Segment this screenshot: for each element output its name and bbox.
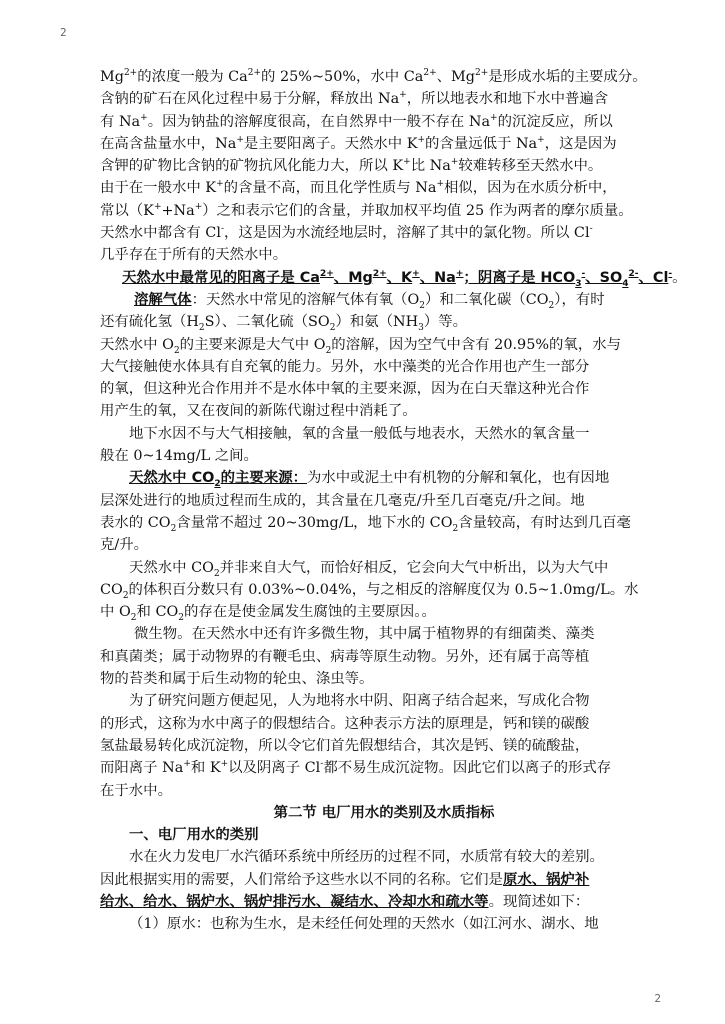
text-run: 给水、给水、锅炉水、锅炉排污水、凝结水、冷却水和疏水等 [100,893,489,910]
text-line [100,846,668,868]
text-run: 的含量不高，而且化学性质与 Na [223,180,437,197]
text-run: + [183,759,191,770]
text-line [100,557,668,579]
text-line [100,913,668,935]
text-run: 2 [170,523,177,534]
text-run: 2+ [247,68,262,79]
text-run: 的沉淀反应，所以 [497,113,613,130]
text-run: 、K [386,269,413,286]
text-run: 物的苔类和属于后生动物的轮虫、涤虫等。 [100,671,374,688]
text-run: 一、电厂用水的类别 [129,827,259,844]
text-run: + [436,179,444,190]
text-run: 2- [628,268,639,279]
text-run: 在高含盐量水中，Na [100,135,237,152]
text-run: + [399,90,407,101]
text-run: + [455,268,464,279]
text-run: 般在 0~14mg/L 之间。 [100,448,258,465]
text-run: 2+ [123,68,138,79]
text-run: 在于水中。 [100,782,172,799]
text-line [100,824,668,846]
text-run: 层深处进行的地质过程而生成的，其含量在几毫克/升至几百毫克/升之间。地 [100,492,585,509]
text-run: （1）原水：也称为生水，是未经任何处理的天然水（如江河水、湖水、地 [129,916,599,933]
text-run: + [417,135,426,146]
text-line [100,512,668,534]
text-line [100,400,668,422]
text-line [100,111,668,133]
text-line [100,66,668,88]
text-run: 比 Na [410,158,451,175]
text-line [100,445,668,467]
text-line [100,601,668,623]
text-run: S）、二氧化硫（SO [204,314,330,331]
text-line [100,579,668,601]
text-line [100,356,668,378]
text-run: 的 25%~50%，水中 Ca [261,69,424,85]
text-line [100,490,668,512]
text-run: + [403,157,411,168]
text-run: 相似，因为在水质分析中， [443,180,617,197]
text-line [100,690,668,712]
text-run: 第二节 电厂用水的类别及水质指标 [273,804,495,821]
text-run: 地下水因不与大气相接触，氧的含量一般低与地表水，天然水的氧含量一 [129,425,590,442]
text-line [100,378,668,400]
corner-page-number: 2 [60,26,67,39]
text-run: + [140,112,148,123]
text-run: + [220,759,229,770]
text-line [100,133,668,155]
document-body [100,66,687,936]
text-line [100,155,668,177]
text-run: ：天然水中常见的溶解气体有氧（O [191,291,420,308]
text-run: 还有硫化氢（H [100,314,199,331]
text-run: 的浓度一般为 Ca [137,69,248,85]
text-run: 、Mg [333,269,373,286]
text-run: 中 O [100,604,131,621]
text-run: ）和氨（NH [335,314,419,331]
text-run: 2 [329,323,336,334]
text-run: 为了研究问题方便起见，人为地将水中阴、阳离子结合起来，写成化合物 [129,693,590,710]
text-run: + [450,157,459,168]
text-run: 氢盐最易转化成沉淀物，所以令它们首先假想结合，其次是钙、镁的硫酸盐， [100,737,590,754]
text-run: 、Mg [436,69,475,85]
text-run: 的含量远低于 Na [425,135,538,152]
text-run: 2 [122,590,129,601]
text-run: 。 [672,269,687,286]
text-run: 天然水中都含有 Cl [100,225,221,242]
text-line [100,334,668,356]
text-run: 用产生的氧，又在夜间的新陈代谢过程中消耗了。 [100,403,417,420]
text-run: 含钾的矿物比含钠的矿物抗风化能力大，所以 K [100,158,404,175]
text-run: 几乎存在于所有的天然水中。 [100,247,288,264]
text-run: 由于在一般水中 K [100,180,217,197]
text-line [100,200,668,222]
text-run: 克/升。 [100,537,149,554]
text-line [100,289,668,311]
text-run: 2 [130,613,137,623]
text-run: 水在火力发电厂水汽循环系统中所经历的过程不同，水质常有较大的差别。 [129,849,604,866]
text-line [100,869,668,891]
text-run: 天然水中最常见的阳离子是 Ca [122,269,320,286]
text-run: ）等。 [423,314,468,331]
text-run: 天然水中 O [100,336,174,353]
text-run: 都不易生成沉淀物。因此它们以离子的形式存 [323,760,612,777]
text-run: 3 [418,323,424,334]
text-line [100,713,668,735]
text-run: 和真菌类；属于动物界的有鞭毛虫、病毒等原生动物。另外，还有属于高等植 [100,648,590,665]
text-run: 含量较高，有时达到几百毫 [458,514,631,531]
text-run: 的主要来源是大气中 O [179,336,326,353]
text-run: 有 Na [100,113,141,130]
text-run: ）之和表示它们的含量，并取加权平均值 25 作为两者的摩尔质量。 [202,202,633,219]
text-run: 因此根据实用的需要，人们常给予这些水以不同的名称。它们是 [100,871,503,888]
text-run: 3 [575,278,582,289]
text-run: ；阴离子是 HCO [463,269,576,286]
text-run: 2 [452,523,459,534]
text-run: 2+ [423,68,437,79]
text-line [100,668,668,690]
text-run: 的存在是使金属发生腐蚀的主要原因。。 [184,604,436,621]
text-line [100,177,668,199]
text-run: + [153,201,162,212]
text-run: 含量常不超过 20~30mg/L，地下水的 CO [176,514,453,531]
text-line [100,780,668,802]
text-run: 的形式，这称为水中离子的假想结合。这种表示方法的原理是，钙和镁的碳酸 [100,715,590,732]
text-run: 2 [173,345,180,356]
text-run: 并非来自大气，而恰好相反，它会向大气中析出，以为大气中 [219,559,609,576]
text-run: ，这是因为水流经地层时，溶解了其中的氯化物。所以 Cl [223,225,590,242]
text-line [100,623,668,645]
section-title [100,802,668,824]
text-run: 2+ [475,68,489,79]
text-run: - [589,224,593,235]
text-run: 2 [198,323,205,334]
text-run: 原水、锅炉补 [502,871,590,888]
text-run: 和 CO [136,604,179,621]
text-run: - [320,759,324,770]
text-run: 、SO [585,269,623,286]
text-run: 较难转移至天然水中。 [458,158,603,175]
text-run: 是主要阳离子。天然水中 K [243,135,418,152]
text-run: 2 [548,300,555,311]
text-line [100,534,668,556]
text-run: + [412,268,420,279]
text-run: 表水的 CO [100,514,171,531]
text-run: + [537,135,545,146]
page-number: 2 [654,992,661,1005]
text-run: Mg [100,69,124,85]
text-line [100,467,668,489]
text-run: 2 [178,613,185,623]
text-run: 2 [214,479,221,490]
text-run: 2 [325,345,332,356]
text-run: ）和二氧化碳（CO [424,291,549,308]
text-run: 的氧，但这种光合作用并不是水体中氧的主要来源，因为在白天靠这种光合作 [100,381,590,398]
text-line [100,423,668,445]
text-run: 。因为钠盐的溶解度很高，在自然界中一般不存在 Na [147,113,491,130]
text-run: ，这是因为 [544,135,617,152]
text-run: - [668,268,673,279]
text-run: 溶解气体 [134,291,192,308]
text-run: +Na [161,202,195,219]
text-line [100,735,668,757]
text-line [100,646,668,668]
text-run: 的溶解，因为空气中含有 20.95%的氧，水与 [331,336,621,353]
text-run: 。现简述如下： [488,893,590,910]
text-run: 大气接触使水体具有自充氧的能力。另外，水中藻类的光合作用也产生一部分 [100,358,590,375]
text-line [100,757,668,779]
text-line [100,222,668,244]
text-run: 、Cl [638,269,669,286]
text-run: 而阳离子 Na [100,760,184,777]
text-run: ，所以地表水和地下水中普遍含 [406,91,609,108]
text-run: - [581,268,586,279]
text-run: 是形成水垢的主要成分。 [488,69,647,85]
text-run: 、Na [419,269,456,286]
text-run: 和 K [190,760,221,777]
text-line [100,891,668,913]
text-run: CO [100,581,123,598]
text-line [100,311,668,333]
text-run: 天然水中 CO [129,470,215,487]
text-run: 以及阴离子 Cl [228,760,321,777]
text-line [100,267,687,289]
text-run: - [220,224,224,235]
text-run: 天然水中 CO [129,559,214,576]
text-run: + [216,179,224,190]
text-run: 为水中或泥土中有机物的分解和氧化，也有因地 [307,470,610,487]
text-run: 4 [622,278,629,289]
text-line [100,88,668,110]
text-run: 含钠的矿石在风化过程中易于分解，释放出 Na [100,91,400,108]
text-run: 2+ [319,268,334,279]
text-run: 2 [419,300,425,311]
text-run: ），有时 [554,291,605,308]
text-run: 微生物。在天然水中还有许多微生物，其中属于植物界的有细菌类、藻类 [134,626,595,643]
text-run: 的体积百分数只有 0.03%~0.04%，与之相反的溶解度仅为 0.5~1.0mg/L。水 [128,581,639,598]
text-run: 常以（K [100,202,154,219]
text-run: 2 [213,568,220,579]
text-run: + [490,112,498,123]
text-line [100,244,668,266]
text-run: 2+ [372,268,387,279]
text-run: 的主要来源： [220,470,307,487]
text-run: + [236,135,244,146]
text-run: + [194,201,203,212]
